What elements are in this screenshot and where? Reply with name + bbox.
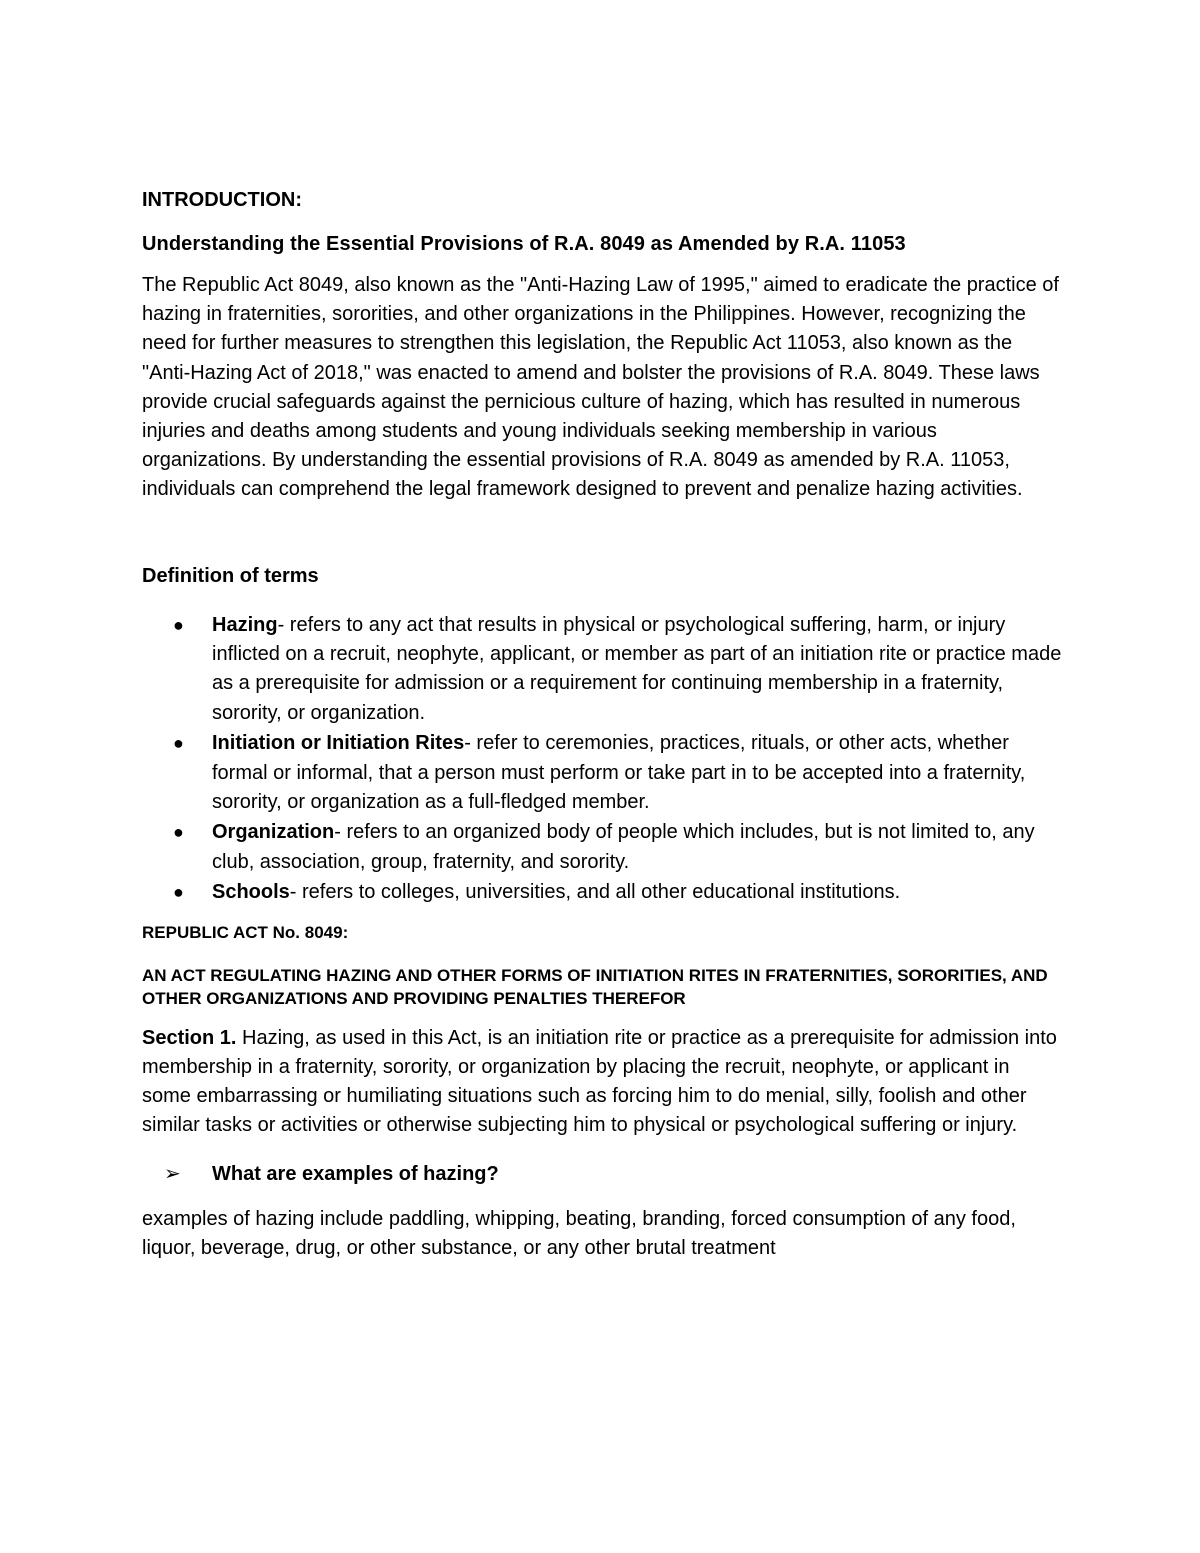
section-1-paragraph [142, 1024, 1062, 1141]
term-definition: - refers to colleges, universities, and all other educational institutions. [289, 881, 901, 904]
bullet-icon: ● [173, 822, 184, 843]
bullet-icon: ● [173, 882, 184, 903]
terms-heading: Definition of terms [142, 564, 319, 587]
term-name: Hazing [212, 613, 278, 636]
list-item [173, 818, 1062, 877]
term-definition: - refers to any act that results in physical or psychological suffering, harm, or injury inflicted on a recruit, neophyte, applicant, or member as part of an initiation rite or practice made as a prerequisite for admission or a requirement for continuing membership in a fraternity, sorority, or organization. [212, 613, 1062, 724]
document-subtitle: Understanding the Essential Provisions of R.A. 8049 as Amended by R.A. 11053 [142, 233, 906, 255]
intro-paragraph: The Republic Act 8049, also known as the "Anti-Hazing Law of 1995," aimed to eradicate the practice of hazing in fraternities, sororities, and other organizations in the Philippines. However, recognizing the need for further measures to strengthen this legislation, the Republic Act 11053, also known as the "Anti-Hazing Act of 2018," was enacted to amend and bolster the provisions of R.A. 8049. These laws provide crucial safeguards against the pernicious culture of hazing, which has resulted in numerous injuries and deaths among students and young individuals seeking membership in various organizations. By understanding the essential provisions of R.A. 8049 as amended by R.A. 11053, individuals can comprehend the legal framework designed to prevent and penalize hazing activities. [142, 274, 1059, 501]
list-item [173, 729, 1062, 817]
term-name: Schools [212, 881, 290, 904]
section-1-label: Section 1. [142, 1026, 237, 1049]
term-name: Organization [212, 821, 335, 844]
list-item [173, 878, 1062, 907]
act-title: AN ACT REGULATING HAZING AND OTHER FORMS OF INITIATION RITES IN FRATERNITIES, SORORITIES, AND OTHER ORGANIZATIONS AND PROVIDING PENALTIES THEREFOR [142, 965, 1048, 1008]
intro-heading: INTRODUCTION: [142, 189, 302, 211]
bullet-icon: ● [173, 733, 184, 754]
arrow-bullet-icon: ➢ [164, 1162, 181, 1185]
term-definition: - refers to an organized body of people which includes, but is not limited to, any club, association, group, fraternity, and sorority. [212, 821, 1035, 873]
examples-paragraph: examples of hazing include paddling, whipping, beating, branding, forced consumption of any food, liquor, beverage, drug, or other substance, or any other brutal treatment [142, 1207, 1016, 1259]
question-text: What are examples of hazing? [212, 1162, 499, 1185]
section-1-text: Hazing, as used in this Act, is an initiation rite or practice as a prerequisite for admission into membership in a fraternity, sorority, or organization by placing the recruit, neophyte, or applicant in some embarrassing or humiliating situations such as forcing him to do menial, silly, foolish and other similar tasks or activities or otherwise subjecting him to physical or psychological suffering or injury. [142, 1026, 1057, 1137]
term-definition: - refer to ceremonies, practices, rituals, or other acts, whether formal or informal, that a person must perform or take part in to be accepted into a fraternity, sorority, or organization as a full-fledged member. [212, 732, 1026, 814]
examples-question [142, 1159, 1062, 1189]
terms-list [142, 611, 1062, 908]
bullet-icon: ● [173, 614, 184, 635]
term-name: Initiation or Initiation Rites [212, 732, 465, 755]
list-item [173, 611, 1062, 729]
republic-act-heading: REPUBLIC ACT No. 8049: [142, 922, 349, 942]
document-content [142, 185, 1062, 1263]
